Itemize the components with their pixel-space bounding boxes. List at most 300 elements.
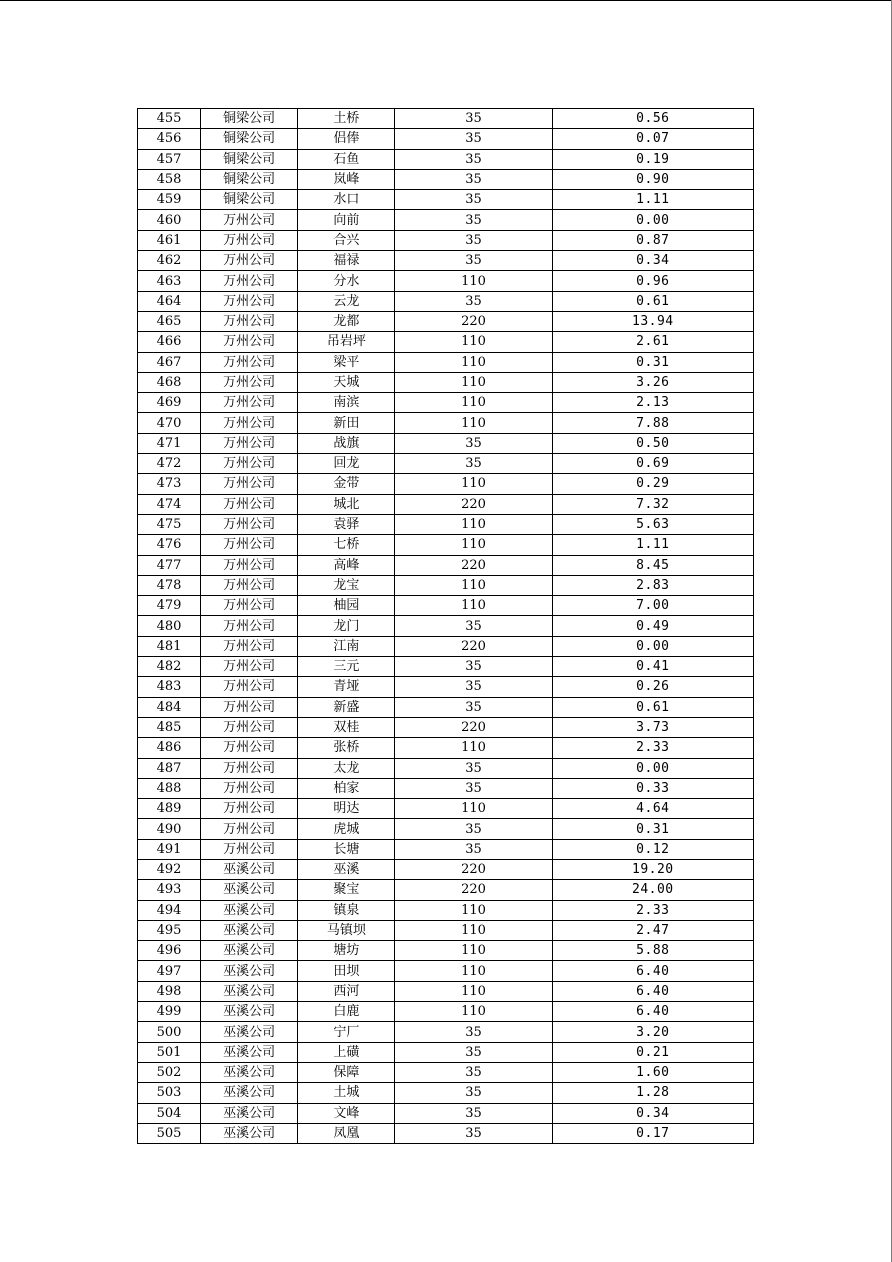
cell-station: 凤凰	[298, 1123, 395, 1143]
cell-row-number: 461	[138, 230, 201, 250]
cell-row-number: 491	[138, 839, 201, 859]
cell-company: 万州公司	[201, 210, 298, 230]
cell-station: 柚园	[298, 596, 395, 616]
cell-value: 2.47	[552, 920, 753, 940]
cell-row-number: 496	[138, 941, 201, 961]
cell-station: 明达	[298, 799, 395, 819]
cell-value: 0.33	[552, 778, 753, 798]
cell-company: 万州公司	[201, 433, 298, 453]
cell-row-number: 484	[138, 697, 201, 717]
cell-row-number: 485	[138, 717, 201, 737]
cell-value: 1.60	[552, 1062, 753, 1082]
table-row	[138, 555, 754, 575]
table-row	[138, 839, 754, 859]
page-top-border	[0, 0, 892, 1]
cell-company: 巫溪公司	[201, 1123, 298, 1143]
cell-company: 巫溪公司	[201, 1042, 298, 1062]
cell-company: 万州公司	[201, 657, 298, 677]
cell-row-number: 477	[138, 555, 201, 575]
cell-voltage-kv: 110	[395, 1002, 552, 1022]
cell-row-number: 472	[138, 454, 201, 474]
cell-value: 6.40	[552, 1002, 753, 1022]
cell-station: 镇泉	[298, 900, 395, 920]
cell-voltage-kv: 35	[395, 657, 552, 677]
cell-value: 0.19	[552, 149, 753, 169]
cell-row-number: 458	[138, 169, 201, 189]
cell-voltage-kv: 220	[395, 555, 552, 575]
cell-company: 巫溪公司	[201, 1062, 298, 1082]
cell-row-number: 468	[138, 372, 201, 392]
cell-company: 铜梁公司	[201, 169, 298, 189]
cell-voltage-kv: 110	[395, 961, 552, 981]
table-row	[138, 636, 754, 656]
cell-value: 2.83	[552, 575, 753, 595]
cell-voltage-kv: 35	[395, 454, 552, 474]
cell-row-number: 470	[138, 413, 201, 433]
cell-company: 巫溪公司	[201, 981, 298, 1001]
table-row	[138, 433, 754, 453]
cell-voltage-kv: 110	[395, 941, 552, 961]
table-body	[138, 109, 754, 1144]
table-row	[138, 677, 754, 697]
cell-company: 铜梁公司	[201, 149, 298, 169]
table-row	[138, 900, 754, 920]
cell-voltage-kv: 220	[395, 311, 552, 331]
cell-value: 0.00	[552, 758, 753, 778]
cell-row-number: 475	[138, 514, 201, 534]
cell-station: 文峰	[298, 1103, 395, 1123]
cell-value: 0.61	[552, 697, 753, 717]
table-row	[138, 758, 754, 778]
cell-voltage-kv: 35	[395, 839, 552, 859]
cell-voltage-kv: 110	[395, 900, 552, 920]
cell-value: 0.12	[552, 839, 753, 859]
cell-station: 向前	[298, 210, 395, 230]
cell-row-number: 465	[138, 311, 201, 331]
table-row	[138, 778, 754, 798]
cell-value: 7.32	[552, 494, 753, 514]
cell-company: 巫溪公司	[201, 961, 298, 981]
cell-voltage-kv: 35	[395, 169, 552, 189]
cell-row-number: 471	[138, 433, 201, 453]
table-row	[138, 981, 754, 1001]
cell-station: 巫溪	[298, 859, 395, 879]
cell-value: 6.40	[552, 961, 753, 981]
cell-voltage-kv: 110	[395, 738, 552, 758]
cell-station: 金带	[298, 474, 395, 494]
cell-row-number: 501	[138, 1042, 201, 1062]
table-row	[138, 819, 754, 839]
cell-company: 巫溪公司	[201, 920, 298, 940]
cell-company: 万州公司	[201, 393, 298, 413]
table-row	[138, 494, 754, 514]
cell-voltage-kv: 110	[395, 372, 552, 392]
cell-company: 巫溪公司	[201, 859, 298, 879]
cell-value: 0.56	[552, 109, 753, 129]
cell-value: 0.07	[552, 129, 753, 149]
cell-station: 石鱼	[298, 149, 395, 169]
cell-row-number: 483	[138, 677, 201, 697]
cell-station: 西河	[298, 981, 395, 1001]
table-row	[138, 961, 754, 981]
cell-value: 0.00	[552, 210, 753, 230]
cell-row-number: 502	[138, 1062, 201, 1082]
cell-station: 虎城	[298, 819, 395, 839]
cell-station: 南滨	[298, 393, 395, 413]
cell-station: 城北	[298, 494, 395, 514]
cell-voltage-kv: 35	[395, 677, 552, 697]
cell-row-number: 498	[138, 981, 201, 1001]
cell-company: 万州公司	[201, 575, 298, 595]
cell-station: 土桥	[298, 109, 395, 129]
cell-voltage-kv: 110	[395, 514, 552, 534]
cell-value: 2.33	[552, 900, 753, 920]
cell-voltage-kv: 35	[395, 1062, 552, 1082]
cell-company: 万州公司	[201, 758, 298, 778]
cell-row-number: 489	[138, 799, 201, 819]
cell-voltage-kv: 35	[395, 1042, 552, 1062]
table-row	[138, 169, 754, 189]
cell-value: 0.29	[552, 474, 753, 494]
cell-value: 0.49	[552, 616, 753, 636]
cell-company: 万州公司	[201, 372, 298, 392]
cell-value: 2.33	[552, 738, 753, 758]
cell-station: 战旗	[298, 433, 395, 453]
cell-station: 三元	[298, 657, 395, 677]
cell-voltage-kv: 35	[395, 109, 552, 129]
cell-value: 0.87	[552, 230, 753, 250]
table-row	[138, 514, 754, 534]
cell-row-number: 488	[138, 778, 201, 798]
cell-company: 万州公司	[201, 738, 298, 758]
cell-voltage-kv: 35	[395, 230, 552, 250]
cell-value: 6.40	[552, 981, 753, 1001]
cell-voltage-kv: 35	[395, 1103, 552, 1123]
cell-voltage-kv: 110	[395, 393, 552, 413]
cell-voltage-kv: 110	[395, 596, 552, 616]
cell-voltage-kv: 110	[395, 271, 552, 291]
cell-station: 田坝	[298, 961, 395, 981]
cell-voltage-kv: 35	[395, 1083, 552, 1103]
cell-voltage-kv: 35	[395, 291, 552, 311]
cell-station: 福禄	[298, 251, 395, 271]
cell-value: 0.17	[552, 1123, 753, 1143]
cell-value: 5.63	[552, 514, 753, 534]
cell-station: 新田	[298, 413, 395, 433]
cell-voltage-kv: 35	[395, 433, 552, 453]
table-row	[138, 697, 754, 717]
table-row	[138, 372, 754, 392]
cell-station: 塘坊	[298, 941, 395, 961]
cell-voltage-kv: 220	[395, 859, 552, 879]
cell-voltage-kv: 110	[395, 981, 552, 1001]
cell-value: 2.61	[552, 332, 753, 352]
cell-row-number: 469	[138, 393, 201, 413]
cell-row-number: 486	[138, 738, 201, 758]
cell-value: 13.94	[552, 311, 753, 331]
cell-company: 万州公司	[201, 596, 298, 616]
table-row	[138, 1083, 754, 1103]
table-row	[138, 210, 754, 230]
cell-value: 0.34	[552, 251, 753, 271]
cell-station: 长塘	[298, 839, 395, 859]
cell-company: 巫溪公司	[201, 941, 298, 961]
cell-company: 铜梁公司	[201, 129, 298, 149]
table-row	[138, 799, 754, 819]
table-row	[138, 352, 754, 372]
table-row	[138, 393, 754, 413]
cell-value: 0.61	[552, 291, 753, 311]
table-row	[138, 129, 754, 149]
table-row	[138, 859, 754, 879]
cell-value: 2.13	[552, 393, 753, 413]
table-row	[138, 657, 754, 677]
table-row	[138, 190, 754, 210]
cell-row-number: 505	[138, 1123, 201, 1143]
cell-station: 岚峰	[298, 169, 395, 189]
cell-voltage-kv: 35	[395, 616, 552, 636]
cell-company: 万州公司	[201, 352, 298, 372]
cell-station: 回龙	[298, 454, 395, 474]
cell-value: 1.28	[552, 1083, 753, 1103]
cell-company: 万州公司	[201, 555, 298, 575]
table-row	[138, 311, 754, 331]
cell-station: 双桂	[298, 717, 395, 737]
cell-voltage-kv: 110	[395, 413, 552, 433]
cell-company: 万州公司	[201, 474, 298, 494]
cell-row-number: 479	[138, 596, 201, 616]
table-row	[138, 332, 754, 352]
table-row	[138, 941, 754, 961]
table-row	[138, 880, 754, 900]
cell-station: 天城	[298, 372, 395, 392]
cell-row-number: 476	[138, 535, 201, 555]
cell-value: 0.21	[552, 1042, 753, 1062]
cell-row-number: 493	[138, 880, 201, 900]
cell-station: 江南	[298, 636, 395, 656]
cell-station: 分水	[298, 271, 395, 291]
cell-station: 张桥	[298, 738, 395, 758]
cell-company: 万州公司	[201, 230, 298, 250]
table-row	[138, 616, 754, 636]
cell-station: 高峰	[298, 555, 395, 575]
table-row	[138, 109, 754, 129]
cell-value: 3.20	[552, 1022, 753, 1042]
cell-voltage-kv: 35	[395, 819, 552, 839]
cell-company: 铜梁公司	[201, 190, 298, 210]
cell-company: 巫溪公司	[201, 880, 298, 900]
table-row	[138, 738, 754, 758]
cell-row-number: 457	[138, 149, 201, 169]
cell-company: 万州公司	[201, 514, 298, 534]
cell-voltage-kv: 220	[395, 494, 552, 514]
cell-value: 5.88	[552, 941, 753, 961]
cell-row-number: 459	[138, 190, 201, 210]
cell-company: 巫溪公司	[201, 1083, 298, 1103]
cell-voltage-kv: 110	[395, 332, 552, 352]
table-row	[138, 149, 754, 169]
cell-voltage-kv: 35	[395, 149, 552, 169]
cell-station: 吊岩坪	[298, 332, 395, 352]
cell-value: 0.26	[552, 677, 753, 697]
cell-row-number: 495	[138, 920, 201, 940]
cell-row-number: 492	[138, 859, 201, 879]
cell-value: 1.11	[552, 535, 753, 555]
substation-table	[137, 108, 754, 1144]
cell-value: 0.41	[552, 657, 753, 677]
table-row	[138, 1022, 754, 1042]
cell-company: 万州公司	[201, 251, 298, 271]
cell-value: 24.00	[552, 880, 753, 900]
cell-value: 0.00	[552, 636, 753, 656]
cell-voltage-kv: 110	[395, 799, 552, 819]
cell-company: 铜梁公司	[201, 109, 298, 129]
table-row	[138, 596, 754, 616]
cell-voltage-kv: 110	[395, 474, 552, 494]
cell-station: 新盛	[298, 697, 395, 717]
cell-row-number: 466	[138, 332, 201, 352]
cell-row-number: 460	[138, 210, 201, 230]
table-row	[138, 1103, 754, 1123]
cell-company: 万州公司	[201, 271, 298, 291]
table-row	[138, 575, 754, 595]
cell-row-number: 478	[138, 575, 201, 595]
cell-voltage-kv: 35	[395, 697, 552, 717]
cell-station: 龙门	[298, 616, 395, 636]
cell-row-number: 462	[138, 251, 201, 271]
cell-company: 万州公司	[201, 677, 298, 697]
table-row	[138, 1062, 754, 1082]
cell-company: 万州公司	[201, 778, 298, 798]
cell-station: 太龙	[298, 758, 395, 778]
cell-value: 0.96	[552, 271, 753, 291]
cell-value: 0.69	[552, 454, 753, 474]
cell-voltage-kv: 220	[395, 636, 552, 656]
cell-voltage-kv: 110	[395, 575, 552, 595]
table-row	[138, 251, 754, 271]
cell-voltage-kv: 110	[395, 920, 552, 940]
cell-company: 万州公司	[201, 291, 298, 311]
cell-row-number: 467	[138, 352, 201, 372]
cell-row-number: 456	[138, 129, 201, 149]
cell-station: 宁厂	[298, 1022, 395, 1042]
cell-row-number: 464	[138, 291, 201, 311]
cell-value: 0.31	[552, 352, 753, 372]
cell-company: 万州公司	[201, 616, 298, 636]
table-row	[138, 920, 754, 940]
table-row	[138, 413, 754, 433]
cell-voltage-kv: 110	[395, 535, 552, 555]
cell-company: 万州公司	[201, 311, 298, 331]
cell-row-number: 497	[138, 961, 201, 981]
cell-company: 巫溪公司	[201, 900, 298, 920]
cell-row-number: 490	[138, 819, 201, 839]
cell-company: 万州公司	[201, 799, 298, 819]
cell-station: 土城	[298, 1083, 395, 1103]
cell-value: 3.73	[552, 717, 753, 737]
table-row	[138, 535, 754, 555]
cell-voltage-kv: 35	[395, 190, 552, 210]
cell-value: 4.64	[552, 799, 753, 819]
cell-voltage-kv: 35	[395, 1123, 552, 1143]
cell-value: 19.20	[552, 859, 753, 879]
cell-voltage-kv: 35	[395, 778, 552, 798]
cell-row-number: 503	[138, 1083, 201, 1103]
cell-station: 上磺	[298, 1042, 395, 1062]
cell-station: 白鹿	[298, 1002, 395, 1022]
cell-row-number: 482	[138, 657, 201, 677]
cell-voltage-kv: 220	[395, 880, 552, 900]
cell-company: 巫溪公司	[201, 1103, 298, 1123]
table-row	[138, 717, 754, 737]
cell-voltage-kv: 35	[395, 758, 552, 778]
cell-row-number: 455	[138, 109, 201, 129]
table-row	[138, 1042, 754, 1062]
cell-voltage-kv: 35	[395, 1022, 552, 1042]
table-row	[138, 1002, 754, 1022]
table-row	[138, 271, 754, 291]
cell-row-number: 480	[138, 616, 201, 636]
cell-station: 保障	[298, 1062, 395, 1082]
cell-value: 0.31	[552, 819, 753, 839]
cell-station: 马镇坝	[298, 920, 395, 940]
cell-voltage-kv: 35	[395, 129, 552, 149]
cell-station: 聚宝	[298, 880, 395, 900]
cell-row-number: 473	[138, 474, 201, 494]
cell-row-number: 463	[138, 271, 201, 291]
cell-voltage-kv: 35	[395, 210, 552, 230]
table-row	[138, 230, 754, 250]
cell-station: 合兴	[298, 230, 395, 250]
cell-value: 1.11	[552, 190, 753, 210]
cell-value: 7.88	[552, 413, 753, 433]
cell-row-number: 504	[138, 1103, 201, 1123]
cell-voltage-kv: 35	[395, 251, 552, 271]
cell-voltage-kv: 220	[395, 717, 552, 737]
cell-station: 龙宝	[298, 575, 395, 595]
cell-row-number: 487	[138, 758, 201, 778]
cell-value: 3.26	[552, 372, 753, 392]
cell-row-number: 494	[138, 900, 201, 920]
cell-company: 巫溪公司	[201, 1022, 298, 1042]
cell-company: 万州公司	[201, 636, 298, 656]
cell-row-number: 481	[138, 636, 201, 656]
cell-company: 万州公司	[201, 819, 298, 839]
cell-value: 0.34	[552, 1103, 753, 1123]
cell-voltage-kv: 110	[395, 352, 552, 372]
cell-station: 柏家	[298, 778, 395, 798]
cell-station: 水口	[298, 190, 395, 210]
cell-value: 7.00	[552, 596, 753, 616]
cell-company: 万州公司	[201, 454, 298, 474]
cell-company: 万州公司	[201, 839, 298, 859]
cell-station: 梁平	[298, 352, 395, 372]
cell-company: 万州公司	[201, 535, 298, 555]
cell-company: 万州公司	[201, 332, 298, 352]
cell-value: 8.45	[552, 555, 753, 575]
cell-value: 0.90	[552, 169, 753, 189]
cell-station: 云龙	[298, 291, 395, 311]
table-row	[138, 1123, 754, 1143]
cell-company: 万州公司	[201, 494, 298, 514]
cell-row-number: 474	[138, 494, 201, 514]
table-row	[138, 474, 754, 494]
cell-station: 袁驿	[298, 514, 395, 534]
cell-value: 0.50	[552, 433, 753, 453]
cell-company: 万州公司	[201, 413, 298, 433]
table-row	[138, 291, 754, 311]
cell-company: 巫溪公司	[201, 1002, 298, 1022]
